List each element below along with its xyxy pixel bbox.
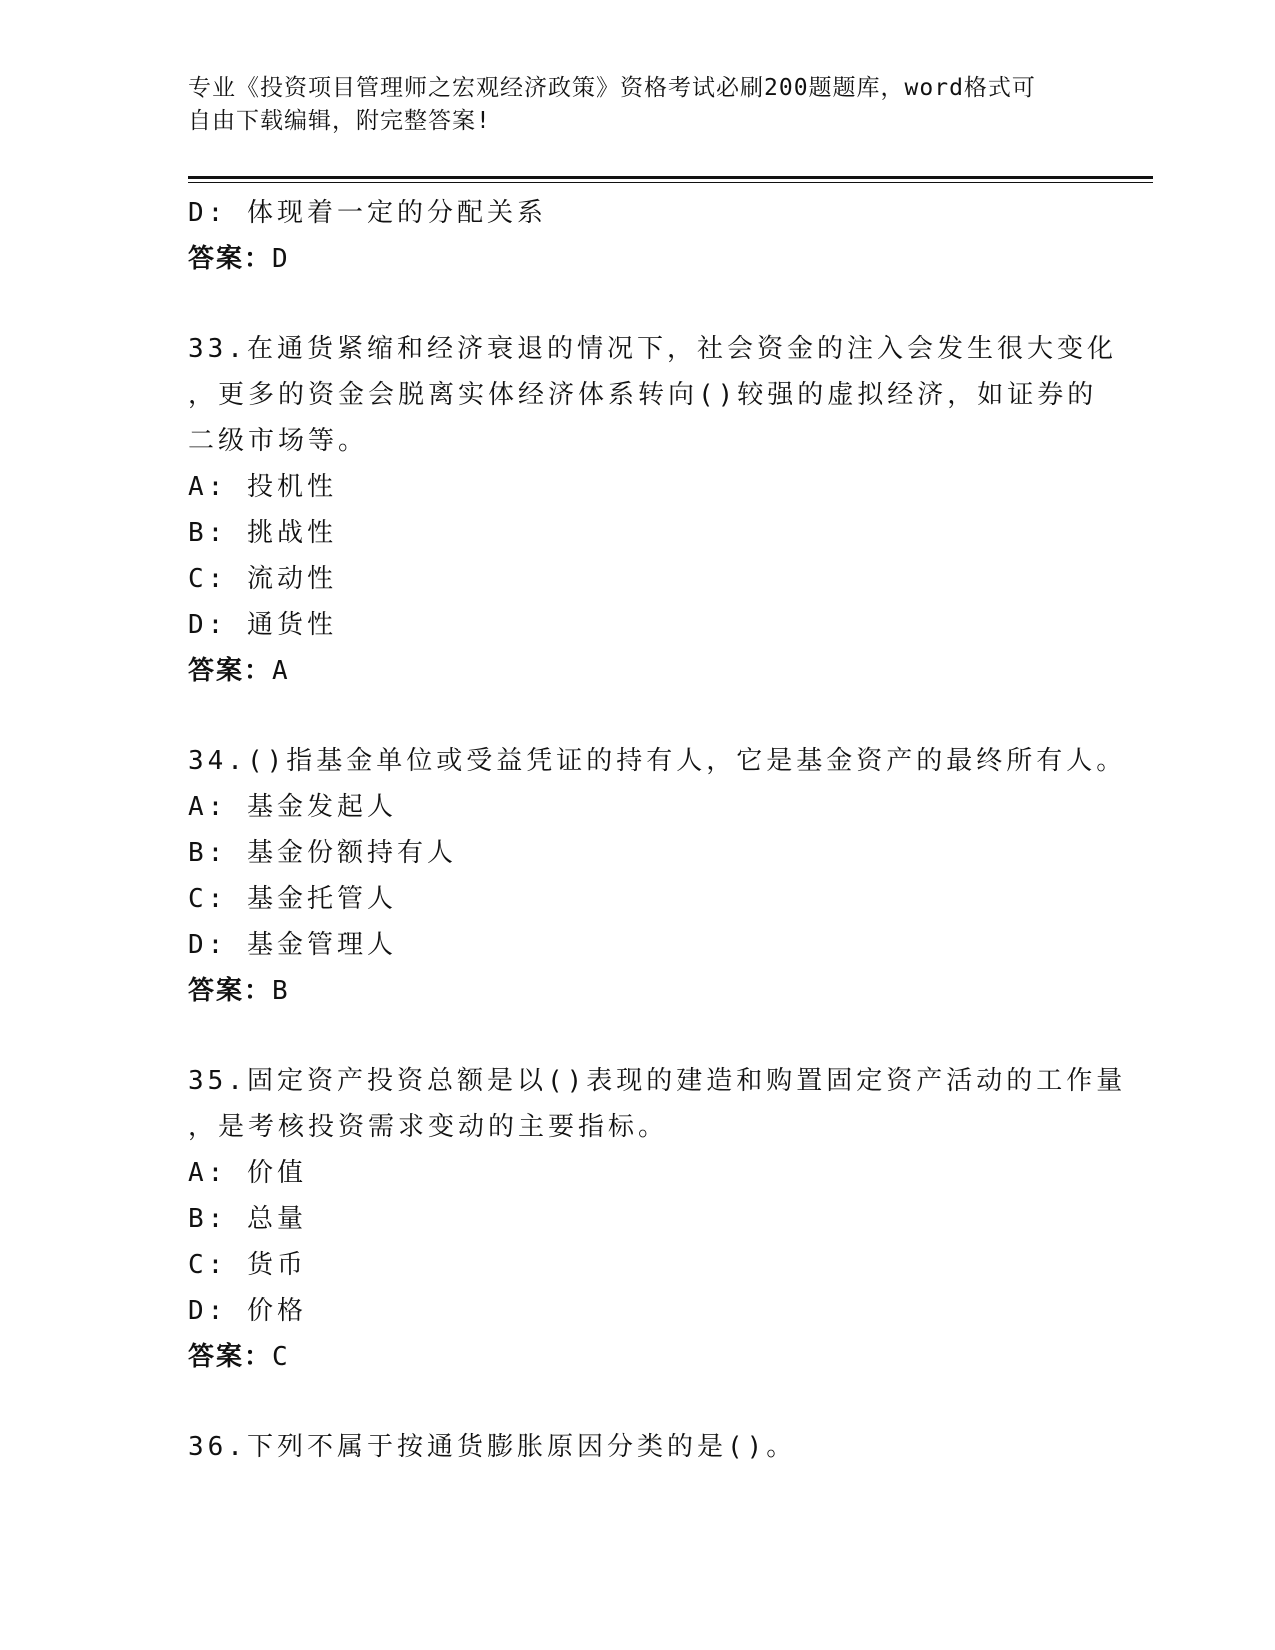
question-34: [188, 738, 1127, 1014]
header-divider-thin: [188, 182, 1153, 183]
document-header: [188, 72, 1088, 138]
question-36: [188, 1424, 1088, 1470]
question-stem-line: 33.在通货紧缩和经济衰退的情况下，社会资金的注入会发生很大变化: [188, 334, 1117, 364]
header-divider: [188, 176, 1153, 179]
answer-value: B: [272, 976, 290, 1006]
answer: [188, 968, 1088, 1014]
option-d: D: 通货性: [188, 610, 337, 640]
option-a: A: 基金发起人: [188, 792, 397, 822]
option-d: D: 体现着一定的分配关系: [188, 198, 547, 228]
answer-label: 答案：: [188, 1342, 273, 1372]
option-b: B: 总量: [188, 1204, 307, 1234]
answer: [188, 1334, 1088, 1380]
answer-value: A: [272, 656, 290, 686]
question-stem-line: 36.下列不属于按通货膨胀原因分类的是()。: [188, 1432, 797, 1462]
option-d: D: 基金管理人: [188, 930, 397, 960]
question-35: [188, 1058, 1127, 1380]
answer-value: D: [272, 244, 290, 274]
option-d: D: 价格: [188, 1296, 307, 1326]
option-b: B: 基金份额持有人: [188, 838, 457, 868]
option-a: A: 价值: [188, 1158, 307, 1188]
header-line-1: 专业《投资项目管理师之宏观经济政策》资格考试必刷200题题库，word格式可: [188, 75, 1036, 101]
answer: [188, 648, 1088, 694]
answer: [188, 236, 1088, 282]
answer-value: C: [272, 1342, 290, 1372]
question-stem-line: ，是考核投资需求变动的主要指标。: [188, 1112, 669, 1142]
answer-label: 答案：: [188, 244, 273, 274]
option-c: C: 货币: [188, 1250, 307, 1280]
question-stem-line: ，更多的资金会脱离实体经济体系转向()较强的虚拟经济，如证券的: [188, 380, 1098, 410]
header-line-2: 自由下载编辑，附完整答案!: [188, 108, 491, 134]
answer-label: 答案：: [188, 656, 273, 686]
question-list: [188, 190, 1127, 1470]
question-33: [188, 326, 1117, 694]
question-stem-line: 35.固定资产投资总额是以()表现的建造和购置固定资产活动的工作量: [188, 1066, 1127, 1096]
question-stem-line: 二级市场等。: [188, 426, 369, 456]
option-c: C: 流动性: [188, 564, 337, 594]
option-a: A: 投机性: [188, 472, 337, 502]
answer-label: 答案：: [188, 976, 273, 1006]
question-stem-line: 34.()指基金单位或受益凭证的持有人，它是基金资产的最终所有人。: [188, 746, 1127, 776]
option-b: B: 挑战性: [188, 518, 337, 548]
option-c: C: 基金托管人: [188, 884, 397, 914]
